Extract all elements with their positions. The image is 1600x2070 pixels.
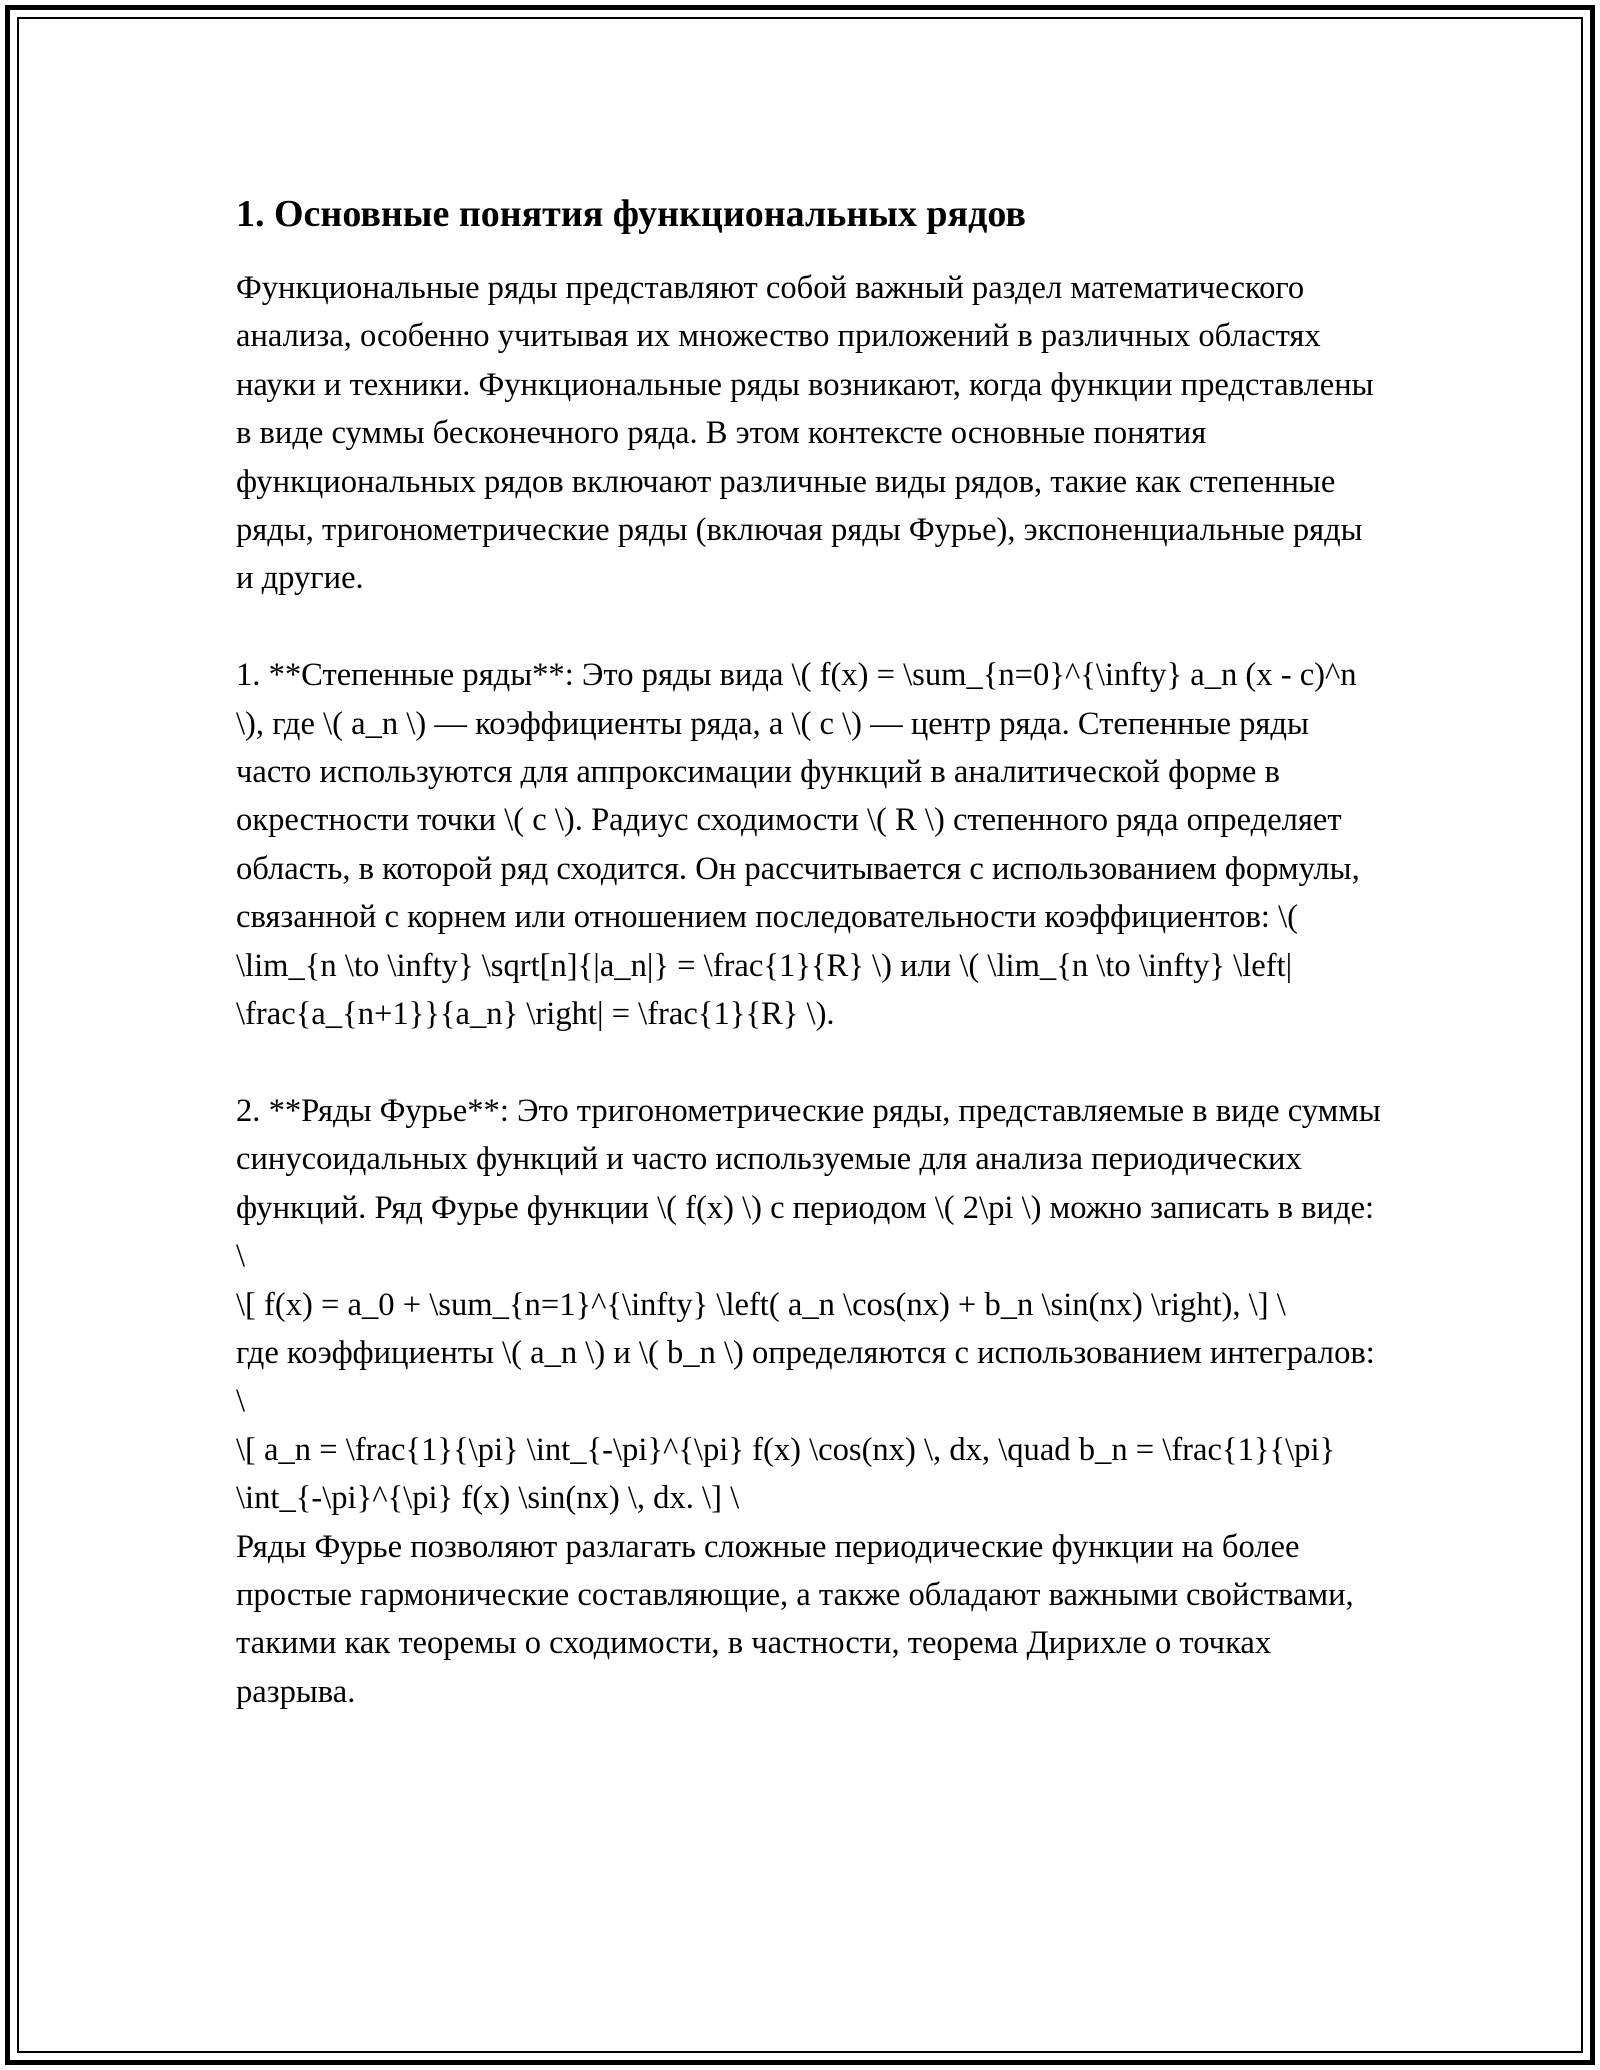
paragraph-gap (236, 1038, 1386, 1086)
fourier-coefficients-text: где коэффициенты \( a_n \) и \( b_n \) определяются с использованием интегралов: \ (236, 1334, 1383, 1420)
power-series-paragraph: 1. **Степенные ряды**: Это ряды вида \( f(x) = \sum_{n=0}^{\infty} a_n (x - c)^n \), где \( a_n \) — коэффициенты ряда, а \( c \) — центр ряда. Степенные ряды часто используются для аппроксимации функций в аналитической форме в окрестности точки \( c \). Радиус сходимости \( R \) степенного ряда определяет область, в которой ряд сходится. Он рассчитывается с использованием формулы, связанной с корнем или отношением последовательности коэффициентов: \( \lim_{n \to \infty} \sqrt[n]{|a_n|} = \frac{1}{R} \) или \( \lim_{n \to \infty} \left| \frac{a_{n+1}}{a_n} \right| = \frac{1}{R} \). (236, 657, 1368, 1033)
fourier-coefficients-formula: \[ a_n = \frac{1}{\pi} \int_{-\pi}^{\pi} f(x) \cos(nx) \, dx, \quad b_n = \frac{1}{\pi} \int_{-\pi}^{\pi} f(x) \sin(nx) \, dx. \] \ (236, 1431, 1344, 1517)
fourier-series-paragraph: 2. **Ряды Фурье**: Это тригонометрические ряды, представляемые в виде суммы синусоидальных функций и часто используемые для анализа периодических функций. Ряд Фурье функции \( f(x) \) с периодом \( 2\pi \) можно записать в виде: \ (236, 1092, 1389, 1275)
section-title: 1. Основные понятия функциональных рядов (236, 193, 1026, 235)
intro-paragraph: Функциональные ряды представляют собой важный раздел математического анализа, особенно учитывая их множество приложений в различных областях науки и техники. Функциональные ряды возникают, когда функции представлены в виде суммы бесконечного ряда. В этом контексте основные понятия функциональных рядов включают различные виды рядов, такие как степенные ряды, тригонометрические ряды (включая ряды Фурье), экспоненциальные ряды и другие. (236, 270, 1382, 597)
fourier-conclusion-paragraph: Ряды Фурье позволяют разлагать сложные периодические функции на более простые гармонические составляющие, а также обладают важными свойствами, такими как теоремы о сходимости, в частности, теорема Дирихле о точках разрыва. (236, 1528, 1362, 1710)
document-body (236, 186, 1389, 1716)
paragraph-gap (236, 603, 1386, 651)
fourier-series-formula: \[ f(x) = a_0 + \sum_{n=1}^{\infty} \left( a_n \cos(nx) + b_n \sin(nx) \right), \] \ (236, 1286, 1286, 1323)
